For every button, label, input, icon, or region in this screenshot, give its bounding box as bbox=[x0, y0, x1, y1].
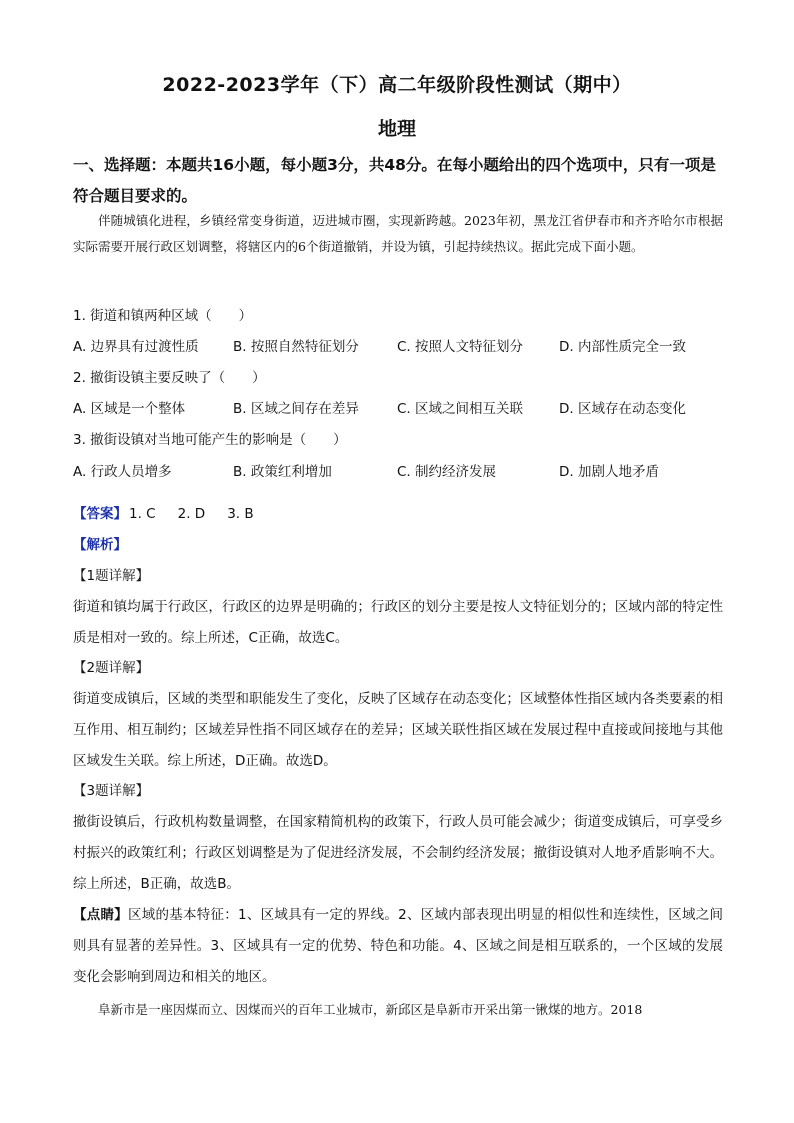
question-1-stem: 1. 街道和镇两种区域（ ） bbox=[73, 308, 253, 324]
reading-material-2: 阜新市是一座因煤而立、因煤而兴的百年工业城市，新邱区是阜新市开采出第一锹煤的地方。2018 bbox=[98, 1002, 643, 1017]
key-point-note bbox=[73, 900, 723, 993]
section-heading: 一、选择题：本题共16小题，每小题3分，共48分。在每小题给出的四个选项中，只有一项是符合题目要求的。 bbox=[73, 156, 716, 205]
detail-1-text: 街道和镇均属于行政区，行政区的边界是明确的；行政区的划分主要是按人文特征划分的；区域内部的特定性质是相对一致的。综上所述，C正确，故选C。 bbox=[73, 599, 723, 646]
answer-2: 2. D bbox=[177, 506, 206, 522]
question-2-option-d: D. 区域存在动态变化 bbox=[559, 401, 686, 417]
question-1-option-c: C. 按照人文特征划分 bbox=[397, 339, 524, 355]
subject-title: 地理 bbox=[377, 118, 416, 140]
question-3-option-b: B. 政策红利增加 bbox=[233, 464, 332, 480]
question-1-option-a: A. 边界具有过渡性质 bbox=[73, 339, 199, 355]
question-3-option-c: C. 制约经济发展 bbox=[397, 464, 497, 480]
answer-1: 1. C bbox=[129, 506, 156, 522]
question-3-stem: 3. 撤街设镇对当地可能产生的影响是（ ） bbox=[73, 432, 347, 448]
answer-3: 3. B bbox=[227, 506, 254, 522]
detail-2-heading: 【2题详解】 bbox=[73, 660, 150, 676]
key-point-label: 【点睛】 bbox=[73, 907, 129, 923]
key-point-text: 区域的基本特征：1、区域具有一定的界线。2、区域内部表现出明显的相似性和连续性，区域之间则具有显著的差异性。3、区域具有一定的优势、特色和功能。4、区域之间是相互联系的，一个区域的发展变化会影响到周边和相关的地区。 bbox=[73, 907, 723, 985]
question-2-stem: 2. 撤街设镇主要反映了（ ） bbox=[73, 370, 266, 386]
question-2-option-b: B. 区域之间存在差异 bbox=[233, 401, 359, 417]
question-2-options bbox=[73, 397, 723, 421]
question-1-option-b: B. 按照自然特征划分 bbox=[233, 339, 359, 355]
analysis-label: 【解析】 bbox=[73, 537, 127, 553]
question-2-option-a: A. 区域是一个整体 bbox=[73, 401, 186, 417]
exam-title: 2022-2023学年（下）高二年级阶段性测试（期中） bbox=[162, 74, 632, 96]
question-1-option-d: D. 内部性质完全一致 bbox=[559, 339, 686, 355]
detail-2-text: 街道变成镇后，区域的类型和职能发生了变化，反映了区域存在动态变化；区域整体性指区域内各类要素的相互作用、相互制约；区域差异性指不同区域存在的差异；区域关联性指区域在发展过程中直接或间接地与其他区域发生关联。综上所述，D正确。故选D。 bbox=[73, 691, 723, 769]
question-1-options bbox=[73, 335, 723, 359]
answer-label: 【答案】 bbox=[73, 506, 127, 522]
reading-material: 伴随城镇化进程，乡镇经常变身街道，迈进城市圈，实现新跨越。2023年初，黑龙江省伊春市和齐齐哈尔市根据实际需要开展行政区划调整，将辖区内的6个街道撤销，并设为镇，引起持续热议。据此完成下面小题。 bbox=[73, 213, 723, 254]
question-2-option-c: C. 区域之间相互关联 bbox=[397, 401, 524, 417]
question-3-option-a: A. 行政人员增多 bbox=[73, 464, 172, 480]
question-3-option-d: D. 加剧人地矛盾 bbox=[559, 464, 659, 480]
detail-1-heading: 【1题详解】 bbox=[73, 568, 150, 584]
detail-3-heading: 【3题详解】 bbox=[73, 783, 150, 799]
answer-line bbox=[73, 502, 254, 526]
detail-3-text: 撤街设镇后，行政机构数量调整，在国家精简机构的政策下，行政人员可能会减少；街道变成镇后，可享受乡村振兴的政策红利；行政区划调整是为了促进经济发展，不会制约经济发展；撤街设镇对人地矛盾影响不大。综上所述，B正确，故选B。 bbox=[73, 814, 723, 892]
question-3-options bbox=[73, 460, 723, 484]
